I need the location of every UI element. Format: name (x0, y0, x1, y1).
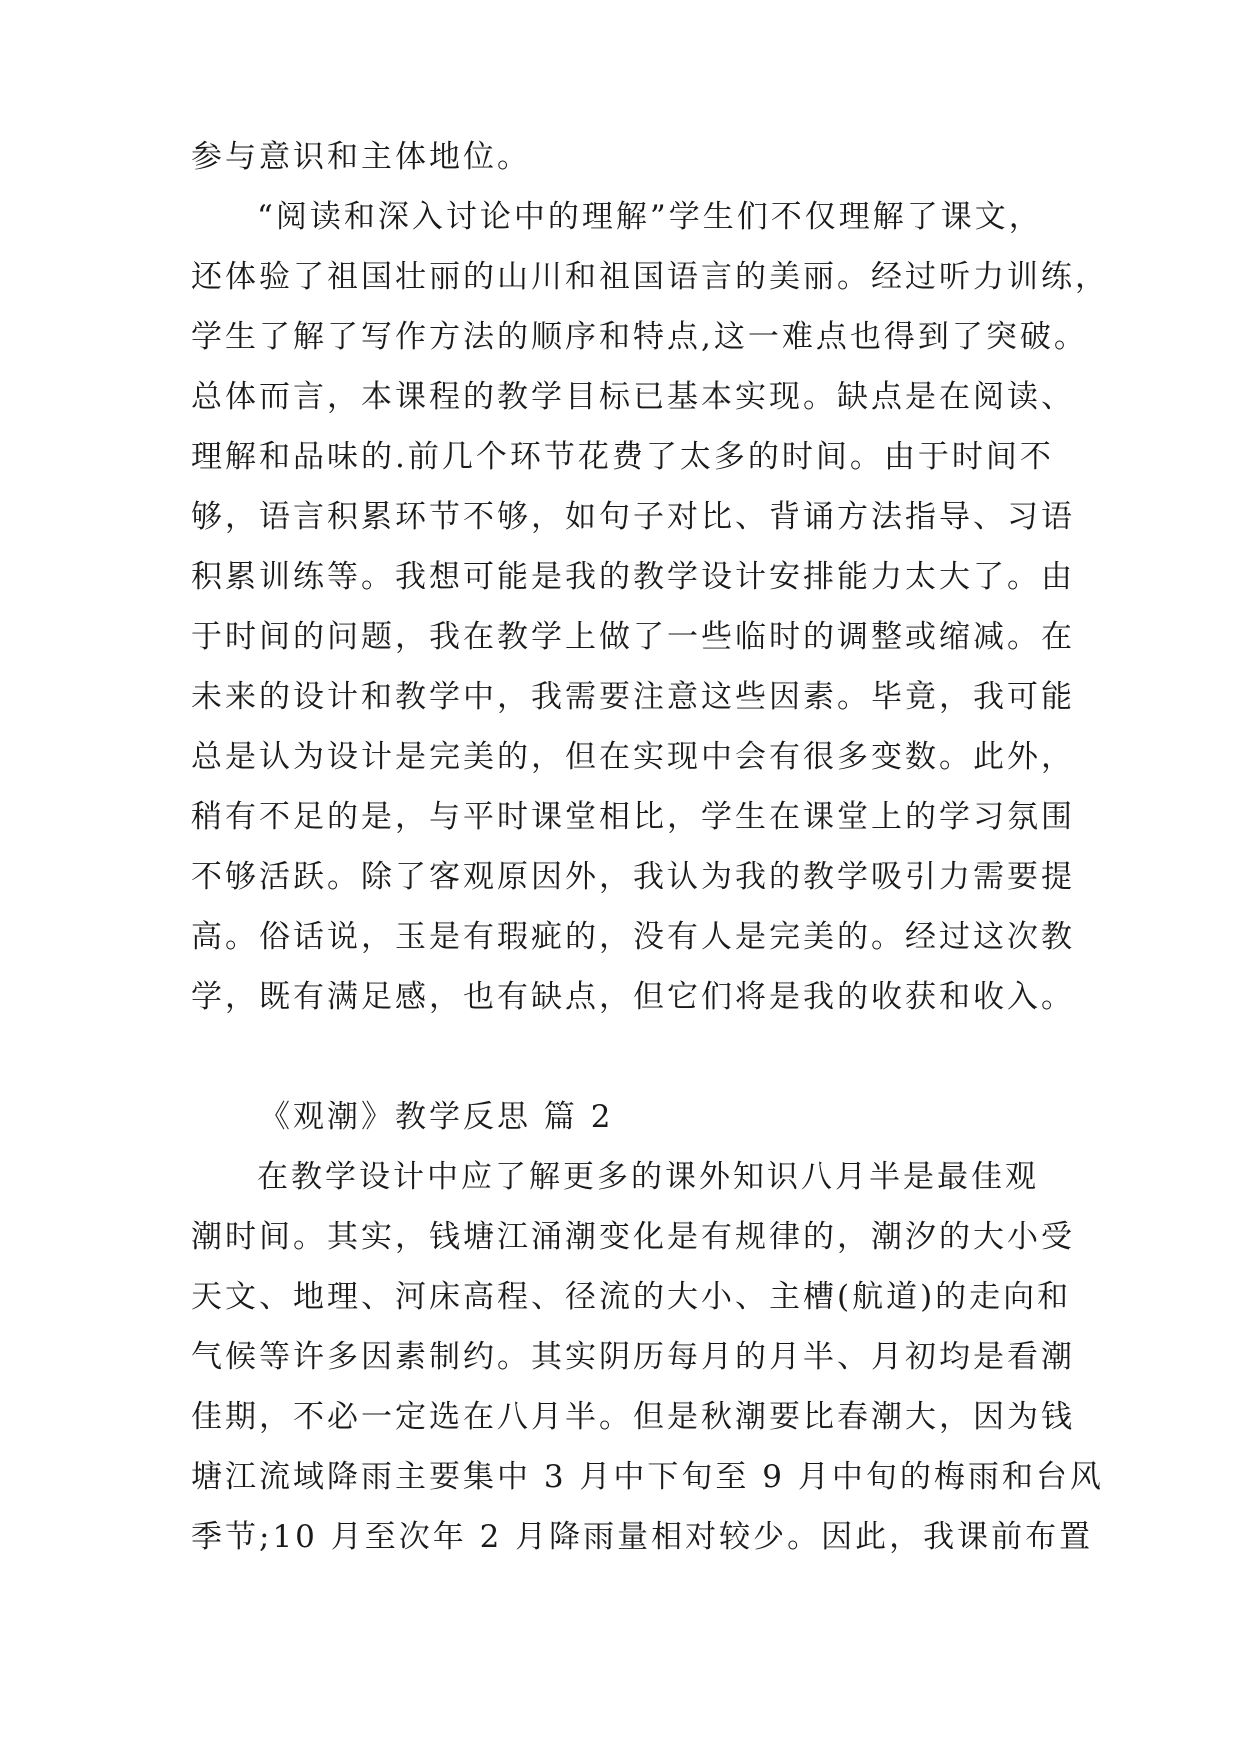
paragraph-line: 够，语言积累环节不够，如句子对比、背诵方法指导、习语 (191, 499, 1075, 535)
paragraph-line: 季节;10 月至次年 2 月降雨量相对较少。因此，我课前布置 (191, 1519, 1094, 1555)
paragraph-line: 塘江流域降雨主要集中 3 月中下旬至 9 月中旬的梅雨和台风 (191, 1459, 1104, 1495)
paragraph-line: 未来的设计和教学中，我需要注意这些因素。毕竟，我可能 (191, 679, 1075, 715)
paragraph-line: 积累训练等。我想可能是我的教学设计安排能力太大了。由 (191, 559, 1075, 595)
paragraph-line: “阅读和深入讨论中的理解”学生们不仅理解了课文， (257, 199, 1043, 235)
section-heading: 《观潮》教学反思 篇 2 (259, 1099, 614, 1135)
paragraph-line: 天文、地理、河床高程、径流的大小、主槽(航道)的走向和 (191, 1279, 1072, 1315)
paragraph-line: 稍有不足的是，与平时课堂相比，学生在课堂上的学习氛围 (191, 799, 1075, 835)
paragraph-line: 不够活跃。除了客观原因外，我认为我的教学吸引力需要提 (191, 859, 1075, 895)
paragraph-line: 总体而言，本课程的教学目标已基本实现。缺点是在阅读、 (191, 379, 1075, 415)
paragraph-line: 佳期，不必一定选在八月半。但是秋潮要比春潮大，因为钱 (191, 1399, 1075, 1435)
paragraph-line: 高。俗话说，玉是有瑕疵的，没有人是完美的。经过这次教 (191, 919, 1075, 955)
paragraph-line: 还体验了祖国壮丽的山川和祖国语言的美丽。经过听力训练， (191, 259, 1109, 295)
paragraph-line: 潮时间。其实，钱塘江涌潮变化是有规律的，潮汐的大小受 (191, 1219, 1075, 1255)
paragraph-line: 参与意识和主体地位。 (191, 139, 531, 175)
paragraph-line: 总是认为设计是完美的，但在实现中会有很多变数。此外， (191, 739, 1075, 775)
paragraph-line: 在教学设计中应了解更多的课外知识八月半是最佳观 (257, 1159, 1039, 1195)
paragraph-line: 学生了解了写作方法的顺序和特点,这一难点也得到了突破。 (191, 319, 1088, 355)
paragraph-line: 气候等许多因素制约。其实阴历每月的月半、月初均是看潮 (191, 1339, 1075, 1375)
paragraph-line: 于时间的问题，我在教学上做了一些临时的调整或缩减。在 (191, 619, 1075, 655)
paragraph-line: 学，既有满足感，也有缺点，但它们将是我的收获和收入。 (191, 979, 1075, 1015)
paragraph-line: 理解和品味的.前几个环节花费了太多的时间。由于时间不 (191, 439, 1054, 475)
